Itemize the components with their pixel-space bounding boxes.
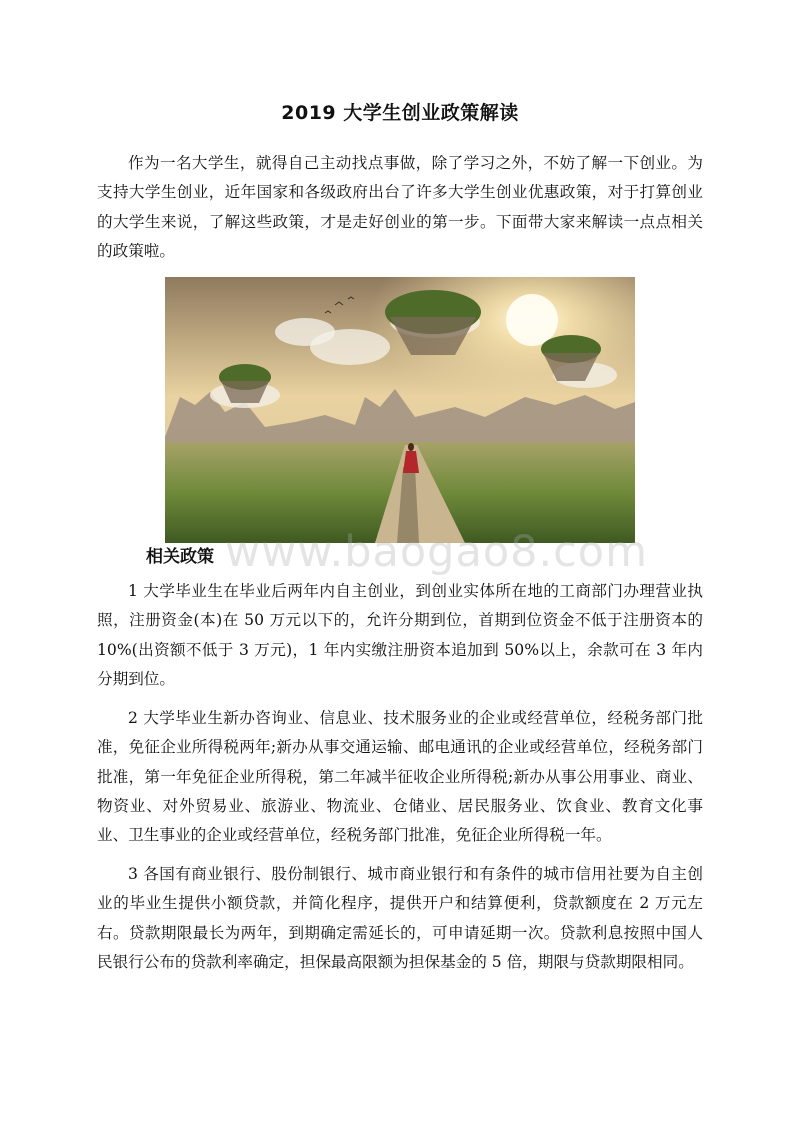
section-heading: 相关政策: [146, 547, 214, 567]
document-title: 2019 大学生创业政策解读: [281, 102, 519, 124]
policy-paragraph-1: 1 大学毕业生在毕业后两年内自主创业，到创业实体所在地的工商部门办理营业执照，注册资金(本)在 50 万元以下的，允许分期到位，首期到位资金不低于注册资本的 10%(出资额不低于 3 万元)，1 年内实缴注册资本追加到 50%以上，余款可在 3 年内分期到位。: [97, 582, 703, 688]
policy-paragraph-3: 3 各国有商业银行、股份制银行、城市商业银行和有条件的城市信用社要为自主创业的毕业生提供小额贷款，并简化程序，提供开户和结算便利，贷款额度在 2 万元左右。贷款期限最长为两年，到期确定需延长的，可申请延期一次。贷款利息按照中国人民银行公布的贷款利率确定，担保最高限额为担保基金的 5 倍，期限与贷款期限相同。: [97, 865, 703, 971]
policy-paragraph-2: 2 大学毕业生新办咨询业、信息业、技术服务业的企业或经营单位，经税务部门批准，免征企业所得税两年;新办从事交通运输、邮电通讯的企业或经营单位，经税务部门批准，第一年免征企业所得税，第二年减半征收企业所得税;新办从事公用事业、商业、物资业、对外贸易业、旅游业、物流业、仓储业、居民服务业、饮食业、教育文化事业、卫生事业的企业或经营单位，经税务部门批准，免征企业所得税一年。: [97, 709, 703, 845]
illustration-floating-islands: [165, 277, 635, 543]
intro-paragraph: 作为一名大学生，就得自己主动找点事做，除了学习之外，不妨了解一下创业。为支持大学生创业，近年国家和各级政府出台了许多大学生创业优惠政策，对于打算创业的大学生来说，了解这些政策，才是走好创业的第一步。下面带大家来解读一点点相关的政策啦。: [97, 154, 703, 260]
watermark: www.baogao8.com: [225, 527, 648, 577]
